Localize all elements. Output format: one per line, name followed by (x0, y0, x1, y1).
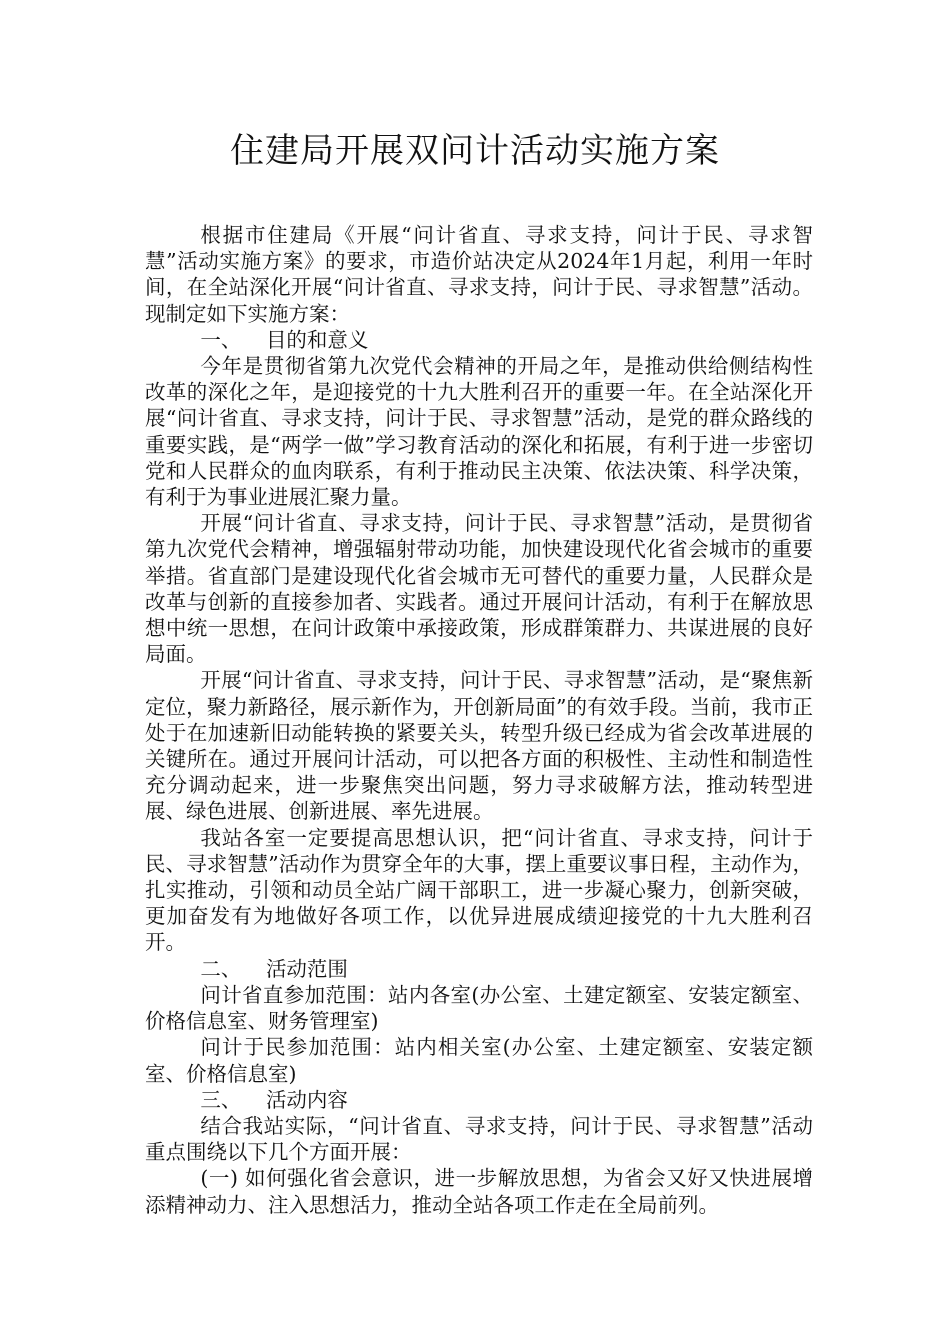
section-number: 一、 (200, 327, 242, 352)
body-paragraph: 今年是贯彻省第九次党代会精神的开局之年，是推动供给侧结构性改革的深化之年，是迎接党的十九大胜利召开的重要一年。在全站深化开展“问计省直、寻求支持，问计于民、寻求智慧”活动，是党的群众路线的重要实践，是“两学一做”学习教育活动的深化和拓展，有利于进一步密切党和人民群众的血肉联系，有利于推动民主决策、依法决策、科学决策，有利于为事业进展汇聚力量。 (145, 354, 813, 510)
section-heading (145, 1087, 813, 1113)
body-paragraph: 我站各室一定要提高思想认识，把“问计省直、寻求支持，问计于民、寻求智慧”活动作为贯穿全年的大事，摆上重要议事日程，主动作为，扎实推动，引领和动员全站广阔干部职工，进一步凝心聚力，创新突破，更加奋发有为地做好各项工作，以优异进展成绩迎接党的十九大胜利召开。 (145, 825, 813, 955)
body-paragraph: 开展“问计省直、寻求支持，问计于民、寻求智慧”活动，是“聚焦新定位，聚力新路径，展示新作为，开创新局面”的有效手段。当前，我市正处于在加速新旧动能转换的紧要关头，转型升级已经成为省会改革进展的关键所在。通过开展问计活动，可以把各方面的积极性、主动性和制造性充分调动起来，进一步聚焦突出问题，努力寻求破解方法，推动转型进展、绿色进展、创新进展、率先进展。 (145, 668, 813, 824)
section-heading (145, 327, 813, 353)
section-heading-text: 目的和意义 (265, 327, 369, 352)
body-paragraph: 根据市住建局《开展“问计省直、寻求支持，问计于民、寻求智慧”活动实施方案》的要求，市造价站决定从2024年1月起，利用一年时间，在全站深化开展“问计省直、寻求支持，问计于民、寻求智慧”活动。现制定如下实施方案： (145, 223, 813, 326)
section-number: 三、 (200, 1087, 242, 1112)
body-paragraph: 开展“问计省直、寻求支持，问计于民、寻求智慧”活动，是贯彻省第九次党代会精神，增强辐射带动功能，加快建设现代化省会城市的重要举措。省直部门是建设现代化省会城市无可替代的重要力量，人民群众是改革与创新的直接参加者、实践者。通过开展问计活动，有利于在解放思想中统一思想，在问计政策中承接政策，形成群策群力、共谋进展的良好局面。 (145, 511, 813, 667)
section-heading-text: 活动内容 (265, 1087, 348, 1112)
document-body (145, 222, 813, 1218)
body-paragraph: 问计省直参加范围：站内各室(办公室、土建定额室、安装定额室、价格信息室、财务管理室) (145, 982, 813, 1034)
section-heading-text: 活动范围 (265, 956, 348, 981)
document-title: 住建局开展双问计活动实施方案 (230, 131, 720, 171)
body-paragraph: 结合我站实际，“问计省直、寻求支持，问计于民、寻求智慧”活动重点围绕以下几个方面开展： (145, 1113, 813, 1165)
body-paragraph: (一) 如何强化省会意识，进一步解放思想，为省会又好又快进展增添精神动力、注入思想活力，推动全站各项工作走在全局前列。 (145, 1166, 813, 1217)
section-number: 二、 (200, 956, 242, 981)
body-paragraph: 问计于民参加范围：站内相关室(办公室、土建定额室、安装定额室、价格信息室) (145, 1035, 813, 1086)
section-heading (145, 956, 813, 982)
